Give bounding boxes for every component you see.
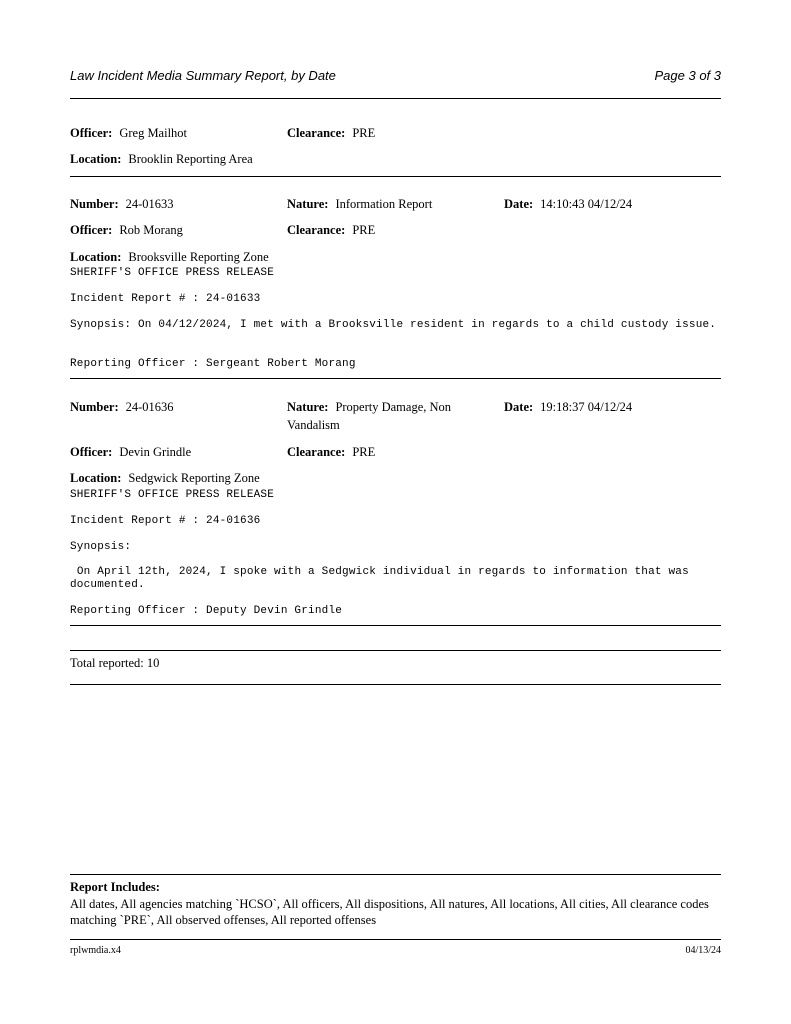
total-reported: Total reported: 10: [70, 656, 160, 670]
clearance-label: Clearance:: [287, 126, 346, 140]
number-value: 24-01633: [125, 197, 174, 211]
clearance-value: PRE: [352, 445, 376, 459]
nature-label: Nature:: [287, 400, 329, 414]
location-label: Location:: [70, 250, 122, 264]
record-2-location: [70, 469, 260, 488]
officer-value: Rob Morang: [119, 223, 183, 237]
nature-label: Nature:: [287, 197, 329, 211]
nature-value: Information Report: [335, 197, 433, 211]
record-1-clearance: [287, 221, 375, 240]
record-2-nature-continued: Vandalism: [287, 418, 340, 432]
narrative-line: SHERIFF'S OFFICE PRESS RELEASE: [70, 489, 275, 501]
record-0-officer: [70, 124, 187, 143]
header-divider: [70, 98, 721, 99]
narrative-line: SHERIFF'S OFFICE PRESS RELEASE: [70, 267, 275, 279]
footer-divider: [70, 939, 721, 940]
date-label: Date:: [504, 400, 534, 414]
location-value: Brooksville Reporting Zone: [128, 250, 269, 264]
footer-date: 04/13/24: [685, 945, 721, 956]
narrative-line: Incident Report # : 24-01633: [70, 293, 261, 305]
record-1-date: [504, 195, 632, 214]
number-value: 24-01636: [125, 400, 174, 414]
record-2-date: [504, 398, 632, 417]
narrative-line: Synopsis: On 04/12/2024, I met with a Brooksville resident in regards to a child custody issue.: [70, 319, 717, 331]
narrative-line: Reporting Officer : Sergeant Robert Morang: [70, 358, 356, 370]
record-divider: [70, 625, 721, 626]
record-0-clearance: [287, 124, 375, 143]
clearance-label: Clearance:: [287, 445, 346, 459]
location-label: Location:: [70, 471, 122, 485]
record-1-number: [70, 195, 174, 214]
footer-report-id: rplwmdia.x4: [70, 945, 121, 956]
number-label: Number:: [70, 197, 119, 211]
narrative-line: Incident Report # : 24-01636: [70, 515, 261, 527]
clearance-value: PRE: [352, 223, 376, 237]
record-1-nature: [287, 195, 432, 214]
officer-value: Greg Mailhot: [119, 126, 188, 140]
includes-divider: [70, 874, 721, 875]
includes-heading: Report Includes:: [70, 880, 160, 894]
officer-label: Officer:: [70, 223, 113, 237]
officer-label: Officer:: [70, 126, 113, 140]
record-divider: [70, 378, 721, 379]
total-divider-top: [70, 650, 721, 651]
record-0-location: [70, 150, 253, 169]
record-1-officer: [70, 221, 183, 240]
record-2-number: [70, 398, 174, 417]
record-2-nature: [287, 398, 451, 417]
page-number: Page 3 of 3: [654, 68, 721, 83]
clearance-label: Clearance:: [287, 223, 346, 237]
number-label: Number:: [70, 400, 119, 414]
officer-label: Officer:: [70, 445, 113, 459]
location-label: Location:: [70, 152, 122, 166]
narrative-line: Synopsis:: [70, 541, 132, 553]
total-divider-bottom: [70, 684, 721, 685]
date-label: Date:: [504, 197, 534, 211]
narrative-line: On April 12th, 2024, I spoke with a Sedgwick individual in regards to information that was documented.: [70, 566, 696, 591]
date-value: 14:10:43 04/12/24: [540, 197, 633, 211]
record-divider: [70, 176, 721, 177]
narrative-line: Reporting Officer : Deputy Devin Grindle: [70, 605, 343, 617]
record-2-clearance: [287, 443, 375, 462]
record-2-officer: [70, 443, 191, 462]
clearance-value: PRE: [352, 126, 376, 140]
date-value: 19:18:37 04/12/24: [540, 400, 633, 414]
report-title: Law Incident Media Summary Report, by Date: [70, 68, 336, 83]
location-value: Sedgwick Reporting Zone: [128, 471, 260, 485]
nature-value: Property Damage, Non: [335, 400, 452, 414]
location-value: Brooklin Reporting Area: [128, 152, 253, 166]
officer-value: Devin Grindle: [119, 445, 192, 459]
record-1-location: [70, 248, 269, 267]
includes-text: All dates, All agencies matching `HCSO`, All officers, All dispositions, All natures, All locations, All cities, All clearance codes matching `PRE`, All observed offenses, All reported offenses: [70, 897, 709, 927]
